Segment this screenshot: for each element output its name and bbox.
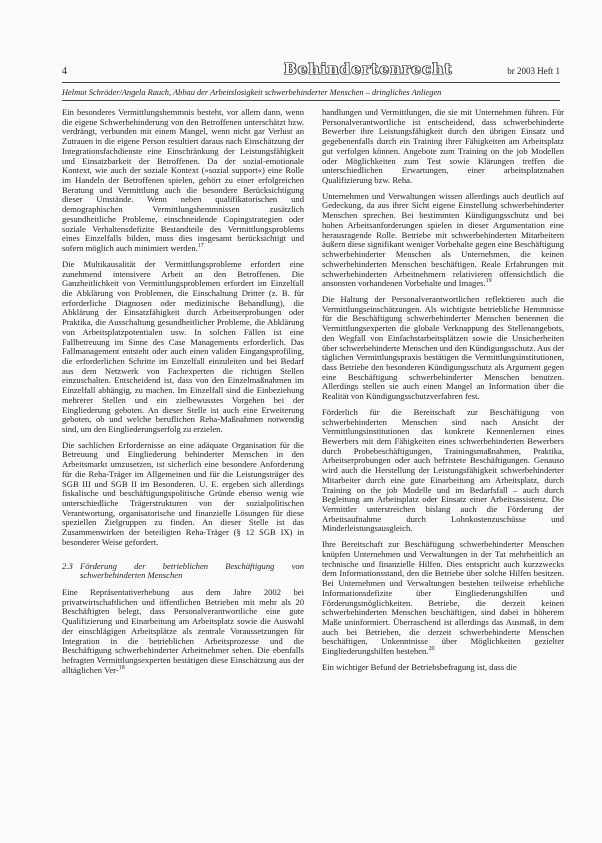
paragraph: Die Multikausalität der Vermittlungsprobleme erfordert eine zunehmend intensivere Arbeit an den Betroffenen. Die Ganzheitlichkeit von Vermittlungsproblemen erfordert im Einzelfall die Abklärung von Problemen, die Einschaltung Dritter (z. B. für erforderliche Diagnosen oder medizinische Behandlung), die Abklärung der Einsatzfähigkeit durch Arbeitserprobungen oder Praktika, die Ausschaltung gesundheitlicher Probleme, die Abklärung von Arbeitsplatzpotentialen usw. In solchen Fällen ist eine Fallbetreuung im Sinne des Case Managements erforderlich. Das Fallmanagement entsteht oder auch einen validen Eingangsprofiling, die erforderlichen Schritte im Einzelfall einzuleiten und bei Bedarf aus dem Netzwerk von Fachexperten die richtigen Stellen einzuschalten. Entscheidend ist, dass von den Einzelmaßnahmen im Einzelfall abhängig, zu machen. Im Einzelfall sind die Einbeziehung mehrerer Stellen und ein zielbewusstes Vorgehen bei der Eingliederung geboten. An dieser Stelle ist auch eine Erweiterung geboten, ob und welche beruflichen Reha-Maßnahmen notwendig sind, um den Eingliederungserfolg zu erzielen. bbox=[62, 258, 304, 434]
section-number: 2.3 bbox=[62, 560, 73, 571]
footnote-ref: 19 bbox=[485, 278, 492, 285]
section-title: Förderung der betrieblichen Beschäftigung von schwerbehinderten Menschen bbox=[80, 560, 304, 581]
paragraph: Ein wichtiger Befund der Betriebsbefragung ist, dass die bbox=[322, 661, 517, 672]
header-rule-top bbox=[62, 82, 560, 83]
paragraph: Unternehmen und Verwaltungen wissen allerdings auch deutlich auf Gedeckung, da aus ihrer Sicht eigene Einstellung schwerbehinderter Menschen sprechen. Bei bestimmten Kündigungsschutz und bei hohen Arbeitsanforderungen spielen in dieser Argumentation eine herausragende Rolle. Betriebe mit schwerbehinderten Mitarbeitern äußern diese signifikant weniger Vorbehalte gegen eine Beschäftigung schwerbehinderter Menschen als Unternehmen, die keinen schwerbehinderten Menschen beschäftigen. Reale Erfahrungen mit schwerbehinderten Arbeitnehmern relativieren offensichtlich die ansonsten vorhandenen Vorbehalte und Images.$^{19}$ bbox=[322, 190, 564, 289]
paragraph: Förderlich für die Bereitschaft zur Beschäftigung von schwerbehinderten Menschen sind nach Ansicht der Vermittlungsinstitutionen das konkrete Kennenlernen eines Bewerbers mit dem Fähigkeiten eines schwerbehinderten Bewerbers durch Probebeschäftigungen, Trainingsmaßnahmen, Praktika, Arbeitserprobungen oder auch befristete Beschäftigungen. Genauso wird auch die Herstellung der Leistungsfähigkeit schwerbehinderter Mitarbeiter durch eine gute Einarbeitung am Arbeitsplatz, durch Training on the job Modelle und im Bedarfsfall – auch durch Begleitung am Arbeitsplatz oder Einsatz einer Arbeitsassistenz. Die Vermittler unterstreichen bislang auch die Förderung der Arbeitsaufnahme durch Lohnkostenzuschüsse und Minderleistungsausgleich. bbox=[322, 406, 564, 534]
header-rule-bottom bbox=[62, 100, 560, 101]
page-header bbox=[62, 60, 560, 80]
section-heading bbox=[62, 562, 304, 581]
paragraph: Ein besonderes Vermittlungshemmnis besteht, vor allem dann, wenn die eigene Schwerbehinderung von den Betroffenen unterschätzt bzw. verdrängt, verbunden mit einem Mangel, wenn nicht gar Verlust an Zutrauen in die eigene Person resultiert daraus nach Einschätzung der Integrationsfachdienste eine Einschränkung der Leistungsfähigkeit und Einsatzbarkeit der Betroffenen. Da der sozial-emotionale Kontext, wie auch der soziale Kontext (»sozial support«) eine Rolle im Handeln der Betroffenen spielen, gehört zu einer erfolgreichen Beratung und Vermittlung auch die besondere Berücksichtigung dieser Umstände. Wenn neben qualifikatorischen und demographischen Vermittlungshemmnissen zusätzlich gesundheitliche Probleme, einschneidende Copingstrategien oder soziale Verhaltensdefizite Bestandteile des Vermittlungsproblems eines Einzelfalls bilden, muss dies insgesamt berücksichtigt und sofern möglich auch minimiert werden.$^{17}$ bbox=[62, 107, 304, 254]
paragraph: Die Haltung der Personalverantwortlichen reflektieren auch die Vermittlungseinschätzungen. Als wichtigste betriebliche Hemmnisse für die Beschäftigung schwerbehinderter Menschen benennen die Vermittlungsexperten die globale Verknappung des Stellenangebots, den Wegfall von Einfachstarbeitsplätzen sowie die Unsicherheiten über schwerbehinderte Menschen und den Kündigungsschutz. Aus der täglichen Vermittlungspraxis bestätigen die Vermittlungsinstitutionen, dass Betriebe den besonderen Kündigungsschutz als Argument gegen eine Beschäftigung schwerbehinderter Menschen benutzen. Allerdings stellen sie auch einen Mangel an Information über die Realität von Kündigungsschutzverfahren fest. bbox=[322, 293, 564, 402]
paragraph: Ihre Bereitschaft zur Beschäftigung schwerbehinderter Menschen knüpfen Unternehmen und Verwaltungen in der Tat mehrheitlich an technische und finanzielle Hilfen. Dies entspricht auch kurzzwecks dem Informationsstand, den die Betriebe über solche Hilfen besitzen. Bei Unternehmen und Verwaltungen bestehen teilweise erhebliche Informationsdefizite über Eingliederungshilfen und Förderungsmöglichkeiten. Betriebe, die derzeit keinen schwerbehinderten Menschen beschäftigen, sind dabei in höherem Maße uninformiert. Überraschend ist allerdings das Ausmaß, in dem auch bei Betrieben, die derzeit schwerbehinderte Menschen beschäftigen, Unkenntnisse über Möglichkeiten gezielter Eingliederungshilfen bestehen.$^{20}$ bbox=[322, 539, 564, 657]
paragraph: handlungen und Vermittlungen, die sie mit Unternehmen führen. Für Personalverantwortliche ist entscheidend, dass schwerbehinderte Bewerber ihre Leistungsfähigkeit durch den übrigen Einsatz und gegebenenfalls durch ein Training ihrer Fähigkeiten am Arbeitsplatz gut verfolgen können. Angebote zum Training on the job Modellen oder Möglichkeiten zum Test sowie Klärungen treffen die unterschiedlichen Erwartungen, einer arbeitsplatznahen Qualifizierung bzw. Reha. bbox=[322, 107, 564, 186]
footnote-ref: 20 bbox=[428, 646, 435, 653]
running-head: Helmut Schröder/Angela Rauch, Abbau der Arbeitslosigkeit schwerbehinderter Menschen – dringliches Anliegen bbox=[62, 88, 442, 97]
left-column bbox=[62, 108, 304, 676]
page-number: 4 bbox=[62, 66, 67, 77]
footnote-ref: 17 bbox=[197, 243, 204, 250]
issue-label: br 2003 Heft 1 bbox=[507, 66, 560, 76]
paragraph: Eine Repräsentativerhebung aus dem Jahre 2002 bei privatwirtschaftlichen und öffentlichen Betrieben mit mehr als 20 Beschäftigten belegt, dass Personalverantwortliche eine gute Qualifizierung und Einarbeitung am Arbeitsplatz sowie die Auswahl der einschlägigen Arbeitsplätze als zentrale Voraussetzungen für Integration in die betrieblichen Arbeitsprozesse und die Beschäftigung schwerbehinderter Arbeitnehmer sehen. Die ebenfalls befragten Vermittlungsexperten bestätigen diese Einschätzung aus der alltäglichen Ver-$^{18}$ bbox=[62, 587, 304, 675]
journal-title: Behindertenrecht bbox=[284, 60, 453, 78]
right-column bbox=[322, 108, 564, 673]
footnote-ref: 18 bbox=[118, 664, 125, 671]
paragraph: Die sachlichen Erfordernisse an eine adäquate Organisation für die Betreuung und Eingliederung behinderter Menschen in den Arbeitsmarkt umzusetzen, ist sicherlich eine besondere Anforderung für die Reha-Träger im Allgemeinen und für die Leistungsträger des SGB III und SGB II im Besonderen. U. E. ergeben sich allerdings fiskalische und beschäftigungspolitische Gründe ebenso wenig wie unterschiedliche Trägerstrukturen von der sozialpolitischen Verantwortung, organisatorische und finanzielle Lösungen für diese speziellen Zielgruppen zu finden. An dieser Stelle ist das Zusammenwirken der beteiligten Reha-Träger (§ 12 SGB IX) in besonderer Weise gefordert. bbox=[62, 439, 304, 547]
